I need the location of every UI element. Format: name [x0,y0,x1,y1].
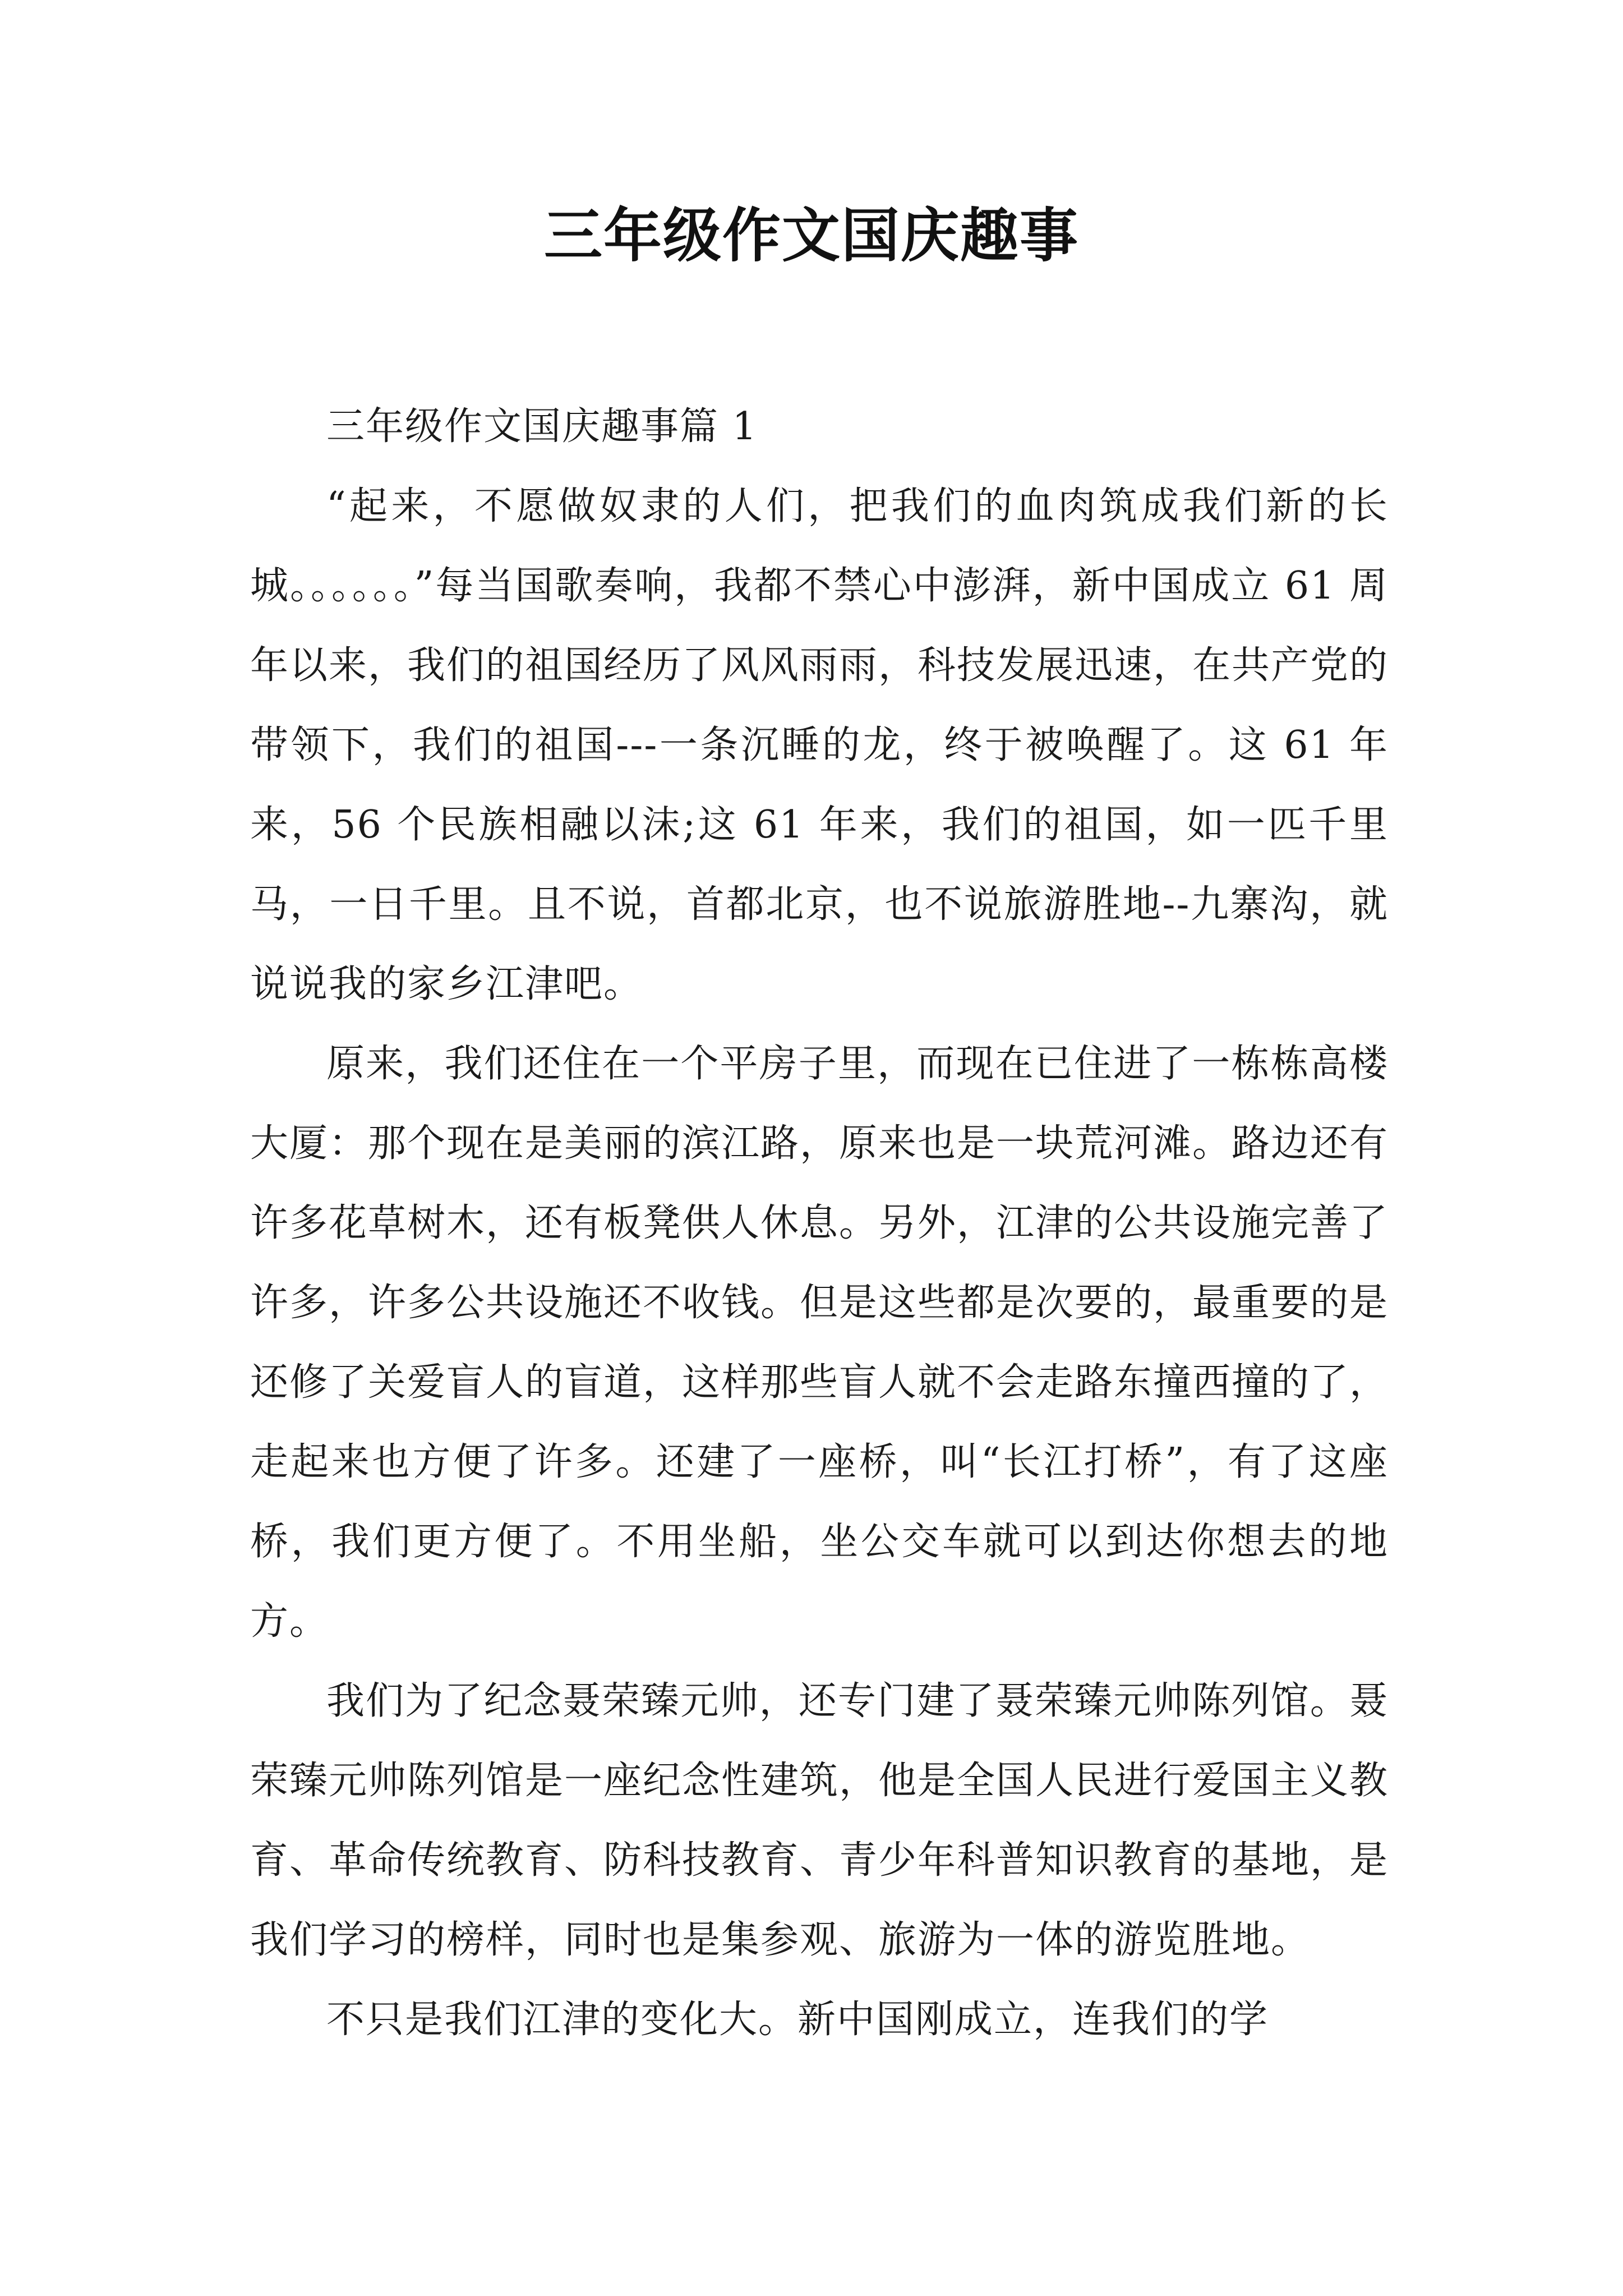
section-heading: 三年级作文国庆趣事篇 1 [326,404,758,449]
paragraph-1: “起来，不愿做奴隶的人们，把我们的血肉筑成我们新的长城。。。。。。”每当国歌奏响，我都不禁心中澎湃，新中国成立 61 周年以来，我们的祖国经历了风风雨雨，科技发展迅速，在共产党的带领下，我们的祖国---一条沉睡的龙，终于被唤醒了。这 61 年来，56 个民族相融以沫;这 61 年来，我们的祖国，如一匹千里马，一日千里。且不说，首都北京，也不说旅游胜地--九寨沟，就说说我的家乡江津吧。 [250,484,1389,1006]
paragraph-2: 原来，我们还住在一个平房子里，而现在已住进了一栋栋高楼大厦：那个现在是美丽的滨江路，原来也是一块荒河滩。路边还有许多花草树木，还有板凳供人休息。另外，江津的公共设施完善了许多，许多公共设施还不收钱。但是这些都是次要的，最重要的是还修了关爱盲人的盲道，这样那些盲人就不会走路东撞西撞的了，走起来也方便了许多。还建了一座桥，叫“长江打桥”，有了这座桥，我们更方便了。不用坐船，坐公交车就可以到达你想去的地方。 [250,1042,1389,1644]
paragraph-4: 不只是我们江津的变化大。新中国刚成立，连我们的学 [326,1998,1269,2042]
document-body [250,387,1389,2060]
paragraph-3: 我们为了纪念聂荣臻元帅，还专门建了聂荣臻元帅陈列馆。聂荣臻元帅陈列馆是一座纪念性建筑，他是全国人民进行爱国主义教育、革命传统教育、防科技教育、青少年科普知识教育的基地，是我们学习的榜样，同时也是集参观、旅游为一体的游览胜地。 [250,1679,1389,1962]
document-title: 三年级作文国庆趣事 [543,201,1079,270]
